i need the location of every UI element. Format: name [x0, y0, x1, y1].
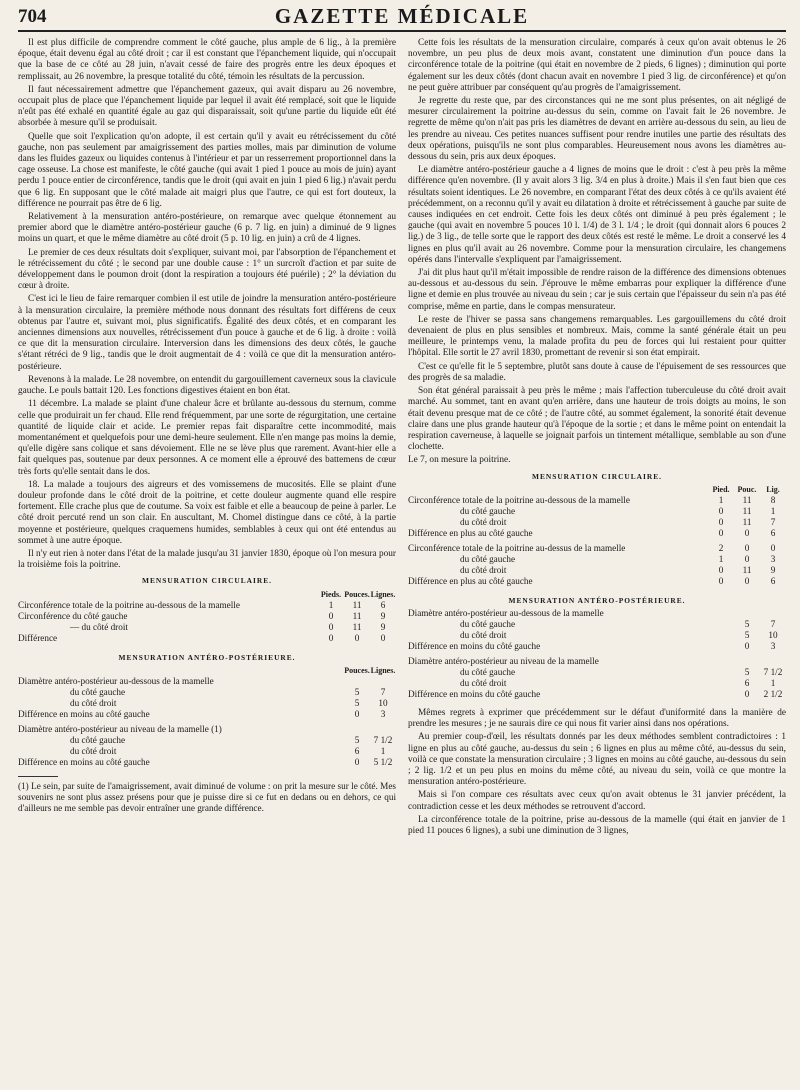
cell-value: 2 1/2	[763, 688, 783, 699]
table-header-row	[18, 665, 396, 676]
row-label: Diamètre antéro-postérieur au-dessous de la mamelle	[18, 675, 214, 686]
cell-value: 1	[770, 505, 776, 516]
row-label: Différence	[18, 632, 58, 643]
paragraph: La circonférence totale de la poitrine, prise au-dessous de la mamelle (qui était en janvier de 1 pied 11 pouces 6 lignes), a subi une diminution de 3 lignes,	[408, 814, 786, 836]
cell-value: 9	[380, 621, 386, 632]
cell-value: 6	[354, 745, 360, 756]
row-label: du côté droit	[460, 516, 507, 527]
row-label: Différence en plus au côté gauche	[408, 575, 533, 586]
cell-value: 0	[718, 516, 724, 527]
cell-value: 5	[744, 618, 750, 629]
row-label: Différence en moins du côté gauche	[408, 688, 541, 699]
row-label: — du côté droit	[70, 621, 128, 632]
cell-value: 7 1/2	[763, 666, 783, 677]
footnote: (1) Le sein, par suite de l'amaigrissement, avait diminué de volume : on prit la mesure sur le côté. Mes souvenirs ne sont plus assez présens pour que je puisse dire si ce fut en dedans ou en dehors, ce qui d'ailleurs ne me semble pas devoir entraîner une grande différence.	[18, 780, 396, 813]
cell-value	[370, 724, 396, 735]
row-label: Circonférence totale de la poitrine au-dessous de la mamelle	[408, 494, 630, 505]
table-header-row	[408, 484, 786, 495]
cell-value	[344, 676, 370, 687]
paragraph: Le 7, on mesure la poitrine.	[408, 455, 511, 466]
row-label: du côté gauche	[70, 686, 126, 697]
paragraph: Au premier coup-d'œil, les résultats donnés par les deux méthodes semblent contradictoires : 1 ligne en plus au côté gauche, au-dessus du sein ; 6 lignes en plus au même côté, au-dessus du sein, voilà ce que constate la mensuration circulaire ; 3 lignes en moins au côté gauche, au-dessous du sein ; 2 lig. 1/2 et un peu plus en moins du même côté, au niveau du sein, voilà ce que montre la mensuration antéro-postérieure.	[408, 732, 786, 788]
table-row	[18, 746, 396, 757]
table-row	[18, 709, 396, 724]
row-label: Circonférence totale de la poitrine au-dessous de la mamelle	[18, 599, 240, 610]
paragraph: Quelle que soit l'explication qu'on adopte, il est certain qu'il y avait eu rétrécissement du côté gauche, non pas seulement par amaigrissement des parties molles, mais par diminution de volume dans les fluides gazeux ou liquides contenus à l'intérieur et par un resserrement proportionnel dans la cage osseuse. La chose est manifeste, le côté gauche (qui avait 1 pied 1 pouce au mois de juin) ayant perdu 1 pouce entier de circonférence, tandis que le droit (qui avait en juin 1 pied 6 lig.) n'avait perdu que 6 lig. En supposant que le côté malade ait maigri plus que l'autre, ce qui est fort douteux, la différence ne pourrait pas être de 6 lig.	[18, 131, 396, 209]
table-row	[18, 676, 396, 687]
paragraph: 18. La malade a toujours des aigreurs et des vomissemens de mucosités. Elle se plaint d'une douleur profonde dans le côté droit de la poitrine, et cette douleur augmente quand elle respire fortement. Elle crache plus que de coutume. Sa voix est faible et elle a beaucoup de peine à parler. Le côté droit percuté rend un son clair. En auscultant, M. Chomel distingue dans ce côté, à la partie moyenne et postérieure, quelques craquemens humides, semblables à ceux qui ont été entendus au sommet à une autre époque.	[18, 479, 396, 546]
paragraph: Relativement à la mensuration antéro-postérieure, on remarque avec quelque étonnement au premier abord que le diamètre antéro-postérieur gauche (6 p. 7 lig. en juin) a diminué de 9 lignes moins un quart, et que le même diamètre au côté droit (5 p. 10 lig. en juin) a crû de 4 lignes.	[18, 212, 396, 245]
cell-value: 5	[354, 697, 360, 708]
paragraph: Le reste de l'hiver se passa sans changemens remarquables. Les gargouillemens du côté droit devenaient de plus en plus sensibles et nombreux. Mais, comme la santé générale était un peu meilleure, le printemps venu, la malade profita du peu de forces qui lui restaient pour quitter l'hôpital. Elle sortit le 27 avril 1830, promettant de revenir si son état empirait.	[408, 314, 786, 359]
left-circular-table	[18, 589, 396, 648]
cell-value	[760, 608, 786, 619]
paragraph: Mais si l'on compare ces résultats avec ceux qu'on avait obtenus le 31 janvier précédent, la contradiction cesse et les deux méthodes se retrouvent d'accord.	[408, 790, 786, 812]
cell-value: 3	[770, 553, 776, 564]
cell-value: 0	[354, 632, 360, 643]
section-heading: MENSURATION ANTÉRO-POSTÉRIEURE.	[118, 652, 296, 662]
paragraph: Le premier de ces deux résultats doit s'expliquer, suivant moi, par l'absorption de l'épanchement et le rétrécissement du côté ; le second par une double cause : 1° un surcroît d'action et par suite de développement dans le poumon droit (dont la respiration a toujours été puérile) ; 2° la déviation du cœur à droite.	[18, 247, 396, 292]
cell-value	[344, 724, 370, 735]
cell-value: 0	[718, 505, 724, 516]
table-row	[18, 757, 396, 772]
cell-value: 10	[378, 697, 388, 708]
cell-value: 0	[744, 688, 750, 699]
section-heading: MENSURATION CIRCULAIRE.	[531, 471, 663, 481]
unit-label: Pied.	[712, 484, 730, 494]
paragraph: Le diamètre antéro-postérieur gauche a 4 lignes de moins que le droit : c'est à peu près la même différence qu'en novembre. (Il y avait alors 3 lig. 3/4 en plus à droite.) Mais il s'en faut bien que ces résultats soient identiques. Le 26 novembre, en comparant l'état des deux côtés à ce qu'ils avaient été précédemment, on a reconnu qu'il y avait eu dilatation à droite et rétrécissement à gauche par suite de causes indiquées en cet endroit. Cette fois les deux côtés ont diminué à peu près également ; le gauche (qui avait en novembre 5 pouces 10 l. 1/4) de 3 l. 1/4 ; le droit (qui donnait alors 6 pouces 2 lig.) de 3 lig., de telle sorte que le rapport des deux côtés est resté le même. Le droit a conservé les 4 lignes en plus qu'il avait au 26 novembre. Comme pour la mensuration circulaire, les changemens opérés dans l'intervalle s'expliquent par l'amaigrissement.	[408, 165, 786, 265]
cell-value: 11	[742, 516, 752, 527]
table-row	[18, 724, 396, 735]
journal-title: GAZETTE MÉDICALE	[274, 4, 530, 28]
paragraph: Cette fois les résultats de la mensuration circulaire, comparés à ceux qu'on avait obtenus le 26 novembre, un peu plus de deux mois avant, constatent une diminution d'un pouce dans la circonférence totale de la poitrine (qui était en novembre de 2 pieds, 6 lignes) ; diminution qui porte également sur les deux côtés (dont chacun avait en novembre 1 pied 3 lig. de circonférence) et qu'on ne peut guère attribuer par conséquent qu'au progrès de l'amaigrissement.	[408, 38, 786, 93]
right-paragraphs-b	[408, 708, 786, 837]
cell-value: 5 1/2	[373, 756, 393, 767]
cell-value: 1	[380, 745, 386, 756]
paragraph: Il est plus difficile de comprendre comment le côté gauche, plus ample de 6 lig., à la première époque, était devenu égal au côté droit ; car il est constant que l'épanchement liquide, qui n'occupait que la base de ce côté au 28 juin, n'avait cessé de faire des progrès entre les deux époques et remplissait, au 26 novembre, la presque totalité du côté, témoin les résultats de la percussion.	[18, 38, 396, 82]
row-label: du côté droit	[460, 677, 507, 688]
table-header-row	[18, 589, 396, 600]
table-row	[18, 622, 396, 633]
row-label: du côté droit	[460, 564, 507, 575]
unit-label: Lignes.	[370, 589, 396, 599]
cell-value	[734, 608, 760, 619]
cell-value: 3	[380, 708, 386, 719]
cell-value: 7 1/2	[373, 734, 393, 745]
cell-value: 0	[744, 575, 750, 586]
row-label: Diamètre antéro-postérieur au niveau de la mamelle	[408, 655, 599, 666]
cell-value: 7	[770, 618, 776, 629]
row-label: Différence en moins au côté gauche	[18, 756, 150, 767]
right-paragraphs-a	[408, 38, 786, 467]
row-label: du côté droit	[70, 697, 117, 708]
cell-value: 0	[354, 756, 360, 767]
cell-value: 0	[328, 621, 334, 632]
table-row	[18, 698, 396, 709]
paragraph: Je regrette du reste que, par des circonstances qui ne me sont plus présentes, on ait négligé de mesurer circulairement la poitrine au-dessus du sein, comme on l'avait fait le 26 novembre. Je regrette de même qu'on n'ait pas pris les diamètres de devant en arrière au-dessous du sein, au lieu de les prendre au niveau. Ces petites nuances suffisent pour rendre inutiles une partie des résultats des deux opérations, puisqu'ils ne sont plus comparables. Heureusement nous avons les diamètres au-dessous du sein, pris aux deux époques.	[408, 96, 786, 163]
cell-value: 0	[718, 527, 724, 538]
paragraph: Son état général paraissait à peu près le même ; mais l'affection tuberculeuse du côté droit avait marché. Au sommet, tant en avant qu'en arrière, dans une hauteur de trois doigts au moins, le son était devenu presque mat de ce côté ; de l'autre côté, au sommet également, la sonorité était devenue claire dans une plus grande hauteur qu'à l'époque de la sortie ; et dans le même point on entendait la respiration caverneuse, à laquelle se joignait parfois un tintement métallique, semblable au son d'une clochette.	[408, 386, 786, 453]
cell-value: 11	[352, 599, 362, 610]
cell-value: 1	[770, 677, 776, 688]
paragraph: Il faut nécessairement admettre que l'épanchement gazeux, qui avait disparu au 26 novembre, occupait plus de place que l'épanchement liquide par lequel il avait été remplacé, soit que le liquide n'eût pas été exhalé en quantité égale au gaz qui disparaissait, soit qu'une partie du liquide eût été absorbée à mesure qu'il se produisait.	[18, 84, 396, 129]
cell-value: 6	[770, 527, 776, 538]
cell-value: 0	[718, 564, 724, 575]
table-row	[18, 633, 396, 648]
row-label: Différence en moins au côté gauche	[18, 708, 150, 719]
unit-label: Pouces.	[344, 589, 370, 599]
table-row	[408, 528, 786, 543]
unit-label: Pouces.	[344, 665, 370, 675]
cell-value: 0	[354, 708, 360, 719]
unit-label: Lig.	[766, 484, 780, 494]
cell-value: 5	[354, 734, 360, 745]
table-row	[408, 667, 786, 678]
cell-value: 10	[768, 629, 778, 640]
cell-value: 11	[352, 610, 362, 621]
table-row	[18, 600, 396, 611]
cell-value	[760, 656, 786, 667]
table-row	[408, 656, 786, 667]
cell-value: 0	[744, 553, 750, 564]
row-label: Diamètre antéro-postérieur au niveau de la mamelle (1)	[18, 723, 222, 734]
cell-value: 1	[718, 494, 724, 505]
table-row	[408, 495, 786, 506]
paragraph: 11 décembre. La malade se plaint d'une chaleur âcre et brûlante au-dessous du sternum, comme celle que produirait un fer chaud. Elle rend fréquemment, par une sorte de régurgitation, une certaine quantité de liquide clair et acide. Le premier repas fait disparaître cette incommodité, mais momentanément et quelquefois pour une demi-heure seulement. Elle n'en mange pas moins la demie, qu'elle digère sans colique et sans dévoiement. Elle ne se lève plus que rarement. Avant-hier elle a fait quelques pas, soutenue par deux personnes. A ce moment elle a éprouvé des battemens de cœur très forts qu'elle sentait dans le dos.	[18, 399, 396, 477]
cell-value: 9	[380, 610, 386, 621]
cell-value: 9	[770, 564, 776, 575]
right-circular-table	[408, 484, 786, 591]
paragraph: Revenons à la malade. Le 28 novembre, on entendit du gargouillement caverneux sous la clavicule gauche. Le pouls battait 120. Les fonctions digestives étaient en bon état.	[18, 374, 396, 397]
row-label: Circonférence totale de la poitrine au-dessus de la mamelle	[408, 542, 626, 553]
row-label: du côté gauche	[460, 505, 516, 516]
page-number: 704	[18, 6, 47, 27]
table-row	[408, 517, 786, 528]
table-row	[408, 576, 786, 591]
table-row	[18, 611, 396, 622]
paragraph: J'ai dit plus haut qu'il m'était impossible de rendre raison de la différence des dimensions obtenues au-dessous et au-dessous du sein. J'éprouve le même embarras pour expliquer la différence d'une ligne et demie en plus trouvée au niveau du sein ; car je suis certain que l'épaisseur du sein n'a pas été comprise, même en partie, dans le compas mensurateur.	[408, 268, 786, 312]
cell-value: 1	[328, 599, 334, 610]
table-row	[408, 543, 786, 554]
table-row	[408, 554, 786, 565]
row-label: du côté droit	[70, 745, 117, 756]
left-paragraphs-a	[18, 38, 396, 571]
table-row	[408, 678, 786, 689]
cell-value: 7	[380, 686, 386, 697]
cell-value: 0	[744, 640, 750, 651]
table-row	[408, 565, 786, 576]
cell-value: 0	[744, 542, 750, 553]
table-row	[408, 689, 786, 704]
cell-value: 8	[770, 494, 776, 505]
row-label: du côté gauche	[460, 553, 516, 564]
cell-value: 6	[770, 575, 776, 586]
right-column	[408, 38, 786, 839]
right-antero-posterior-table	[408, 608, 786, 704]
table-row	[408, 619, 786, 630]
cell-value: 1	[718, 553, 724, 564]
cell-value: 11	[352, 621, 362, 632]
row-label: du côté gauche	[70, 734, 126, 745]
cell-value: 0	[380, 632, 386, 643]
cell-value: 0	[328, 610, 334, 621]
cell-value: 7	[770, 516, 776, 527]
paragraph: Mêmes regrets à exprimer que précédemment sur le défaut d'uniformité dans la manière de prendre les mesures ; je ne saurais dire ce qui nous fit varier ainsi dans nos opérations.	[408, 707, 786, 730]
cell-value: 3	[770, 640, 776, 651]
unit-label: Pouc.	[737, 484, 757, 494]
cell-value	[370, 676, 396, 687]
table-row	[408, 630, 786, 641]
cell-value: 11	[742, 564, 752, 575]
footnote-rule	[18, 776, 58, 777]
cell-value: 6	[380, 599, 386, 610]
section-heading: MENSURATION CIRCULAIRE.	[141, 576, 273, 586]
row-label: du côté gauche	[460, 666, 516, 677]
left-antero-posterior-table	[18, 665, 396, 772]
row-label: Circonférence du côté gauche	[18, 610, 128, 621]
row-label: Différence en plus au côté gauche	[408, 527, 533, 538]
text-columns	[18, 38, 786, 839]
table-row	[18, 687, 396, 698]
cell-value: 0	[770, 542, 776, 553]
row-label: du côté gauche	[460, 618, 516, 629]
left-column	[18, 38, 396, 839]
table-row	[408, 608, 786, 619]
paragraph: Il n'y eut rien à noter dans l'état de la malade jusqu'au 31 janvier 1830, époque où l'on mesura pour la troisième fois la poitrine.	[18, 548, 396, 571]
cell-value: 11	[742, 494, 752, 505]
row-label: Diamètre antéro-postérieur au-dessous de la mamelle	[408, 607, 604, 618]
cell-value: 0	[744, 527, 750, 538]
cell-value: 5	[744, 666, 750, 677]
paragraph: C'est ici le lieu de faire remarquer combien il est utile de joindre la mensuration antéro-postérieure à la mensuration circulaire, la première méthode nous donnant des résultats fort différens de ceux obtenus par l'autre et, suivant moi, plus significatifs. Égalité des deux côtés, et en comparant les anciennes dimensions aux nouvelles, rétrécissement d'un pouce à gauche et de 6 lig. à droite : voilà ce que dit la mensuration circulaire. Interversion dans les dimensions des deux côtés, le gauche s'étant rétréci de 9 lig., tandis que le droit augmentait de 4 : voilà ce que dit la mensuration antéro-postérieure.	[18, 294, 396, 372]
paragraph: C'est ce qu'elle fit le 5 septembre, plutôt sans doute à cause de l'épuisement de ses ressources que des progrès de sa maladie.	[408, 361, 786, 383]
cell-value: 2	[718, 542, 724, 553]
row-label: du côté droit	[460, 629, 507, 640]
unit-label: Pieds.	[320, 589, 342, 599]
section-heading: MENSURATION ANTÉRO-POSTÉRIEURE.	[508, 595, 686, 605]
cell-value	[734, 656, 760, 667]
cell-value: 0	[328, 632, 334, 643]
cell-value: 5	[744, 629, 750, 640]
cell-value: 11	[742, 505, 752, 516]
table-row	[408, 641, 786, 656]
page-header	[18, 4, 786, 32]
unit-label: Lignes.	[370, 665, 396, 675]
table-row	[18, 735, 396, 746]
cell-value: 6	[744, 677, 750, 688]
cell-value: 5	[354, 686, 360, 697]
table-row	[408, 506, 786, 517]
row-label: Différence en moins du côté gauche	[408, 640, 541, 651]
cell-value: 0	[718, 575, 724, 586]
